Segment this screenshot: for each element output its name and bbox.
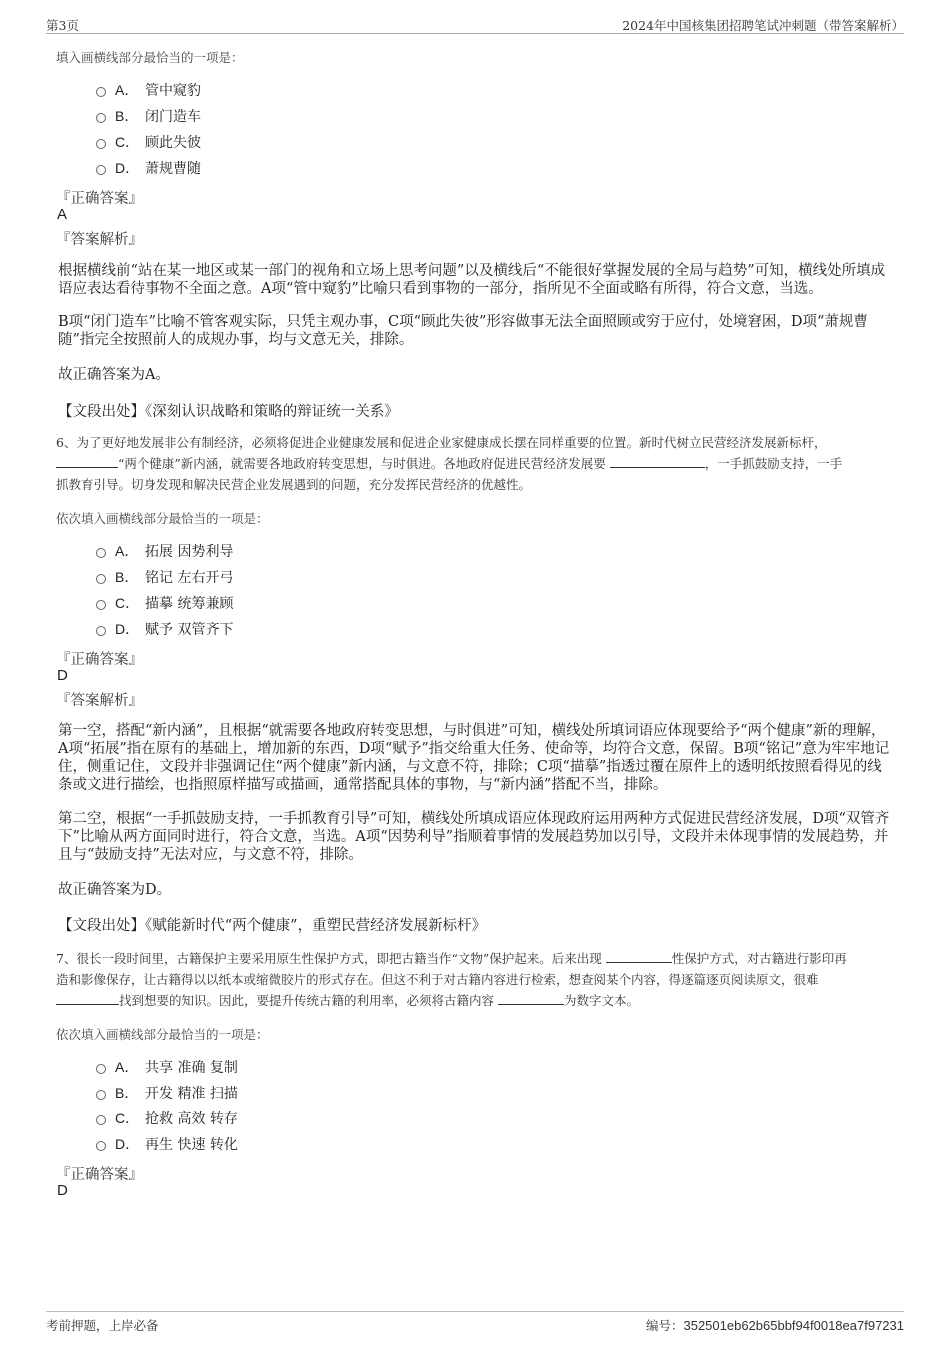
footer-slogan: 考前押题，上岸必备 (46, 1318, 159, 1333)
q6-answer: D (57, 667, 68, 684)
q7-option-c[interactable]: C． 抢救 高效 转存 (96, 1108, 238, 1128)
page-header (46, 14, 904, 34)
radio-icon[interactable] (96, 574, 106, 584)
q6-blank-1 (56, 455, 118, 468)
radio-icon[interactable] (96, 1090, 106, 1100)
q6-analysis-paragraph: 第二空，根据“一手抓鼓励支持，一手抓教育引导”可知，横线处所填成语应体现政府运用两种方式促进民营经济发展，D项“双管齐下”比喻从两方面同时进行，符合文意，当选。A项“因势利导”指顺着事情的发展趋势加以引导，文段并未体现事情的发展趋势，并且与“鼓励支持”无法对应，与文意不符，排除。 (58, 811, 890, 863)
page-footer (46, 1311, 904, 1333)
q6-analysis-label: 『答案解析』 (56, 693, 143, 709)
q7-blank-2 (56, 992, 119, 1005)
q5-answer: A (57, 206, 68, 223)
radio-icon[interactable] (96, 113, 106, 123)
q7-blank-3 (498, 992, 564, 1005)
q6-option-a[interactable]: A． 拓展 因势利导 (96, 541, 233, 561)
q6-option-c[interactable]: C． 描摹 统筹兼顾 (96, 593, 233, 613)
q6-answer-label: 『正确答案』 (56, 652, 143, 668)
radio-icon[interactable] (96, 548, 106, 558)
radio-icon[interactable] (96, 87, 106, 97)
q5-source: 【文段出处】《深刻认识战略和策略的辩证统一关系》 (58, 404, 399, 420)
q7-option-d[interactable]: D． 再生 快速 转化 (96, 1134, 238, 1154)
q5-option-c[interactable]: C． 顾此失彼 (96, 132, 201, 152)
q5-analysis-paragraph: B项“闭门造车”比喻不管客观实际，只凭主观办事，C项“顾此失彼”形容做事无法全面照顾或穷于应付，处境窘困，D项“萧规曹随”指完全按照前人的成规办事，均与文意无关，排除。 (58, 314, 868, 348)
radio-icon[interactable] (96, 165, 106, 175)
q5-answer-label: 『正确答案』 (56, 191, 143, 207)
q6-blank-2 (610, 455, 705, 468)
q6-option-b[interactable]: B． 铭记 左右开弓 (96, 567, 233, 587)
q7-blank-1 (606, 950, 672, 963)
page-number: 第3页 (46, 18, 79, 33)
document-code: 编号：352501eb62b65bbf94f0018ea7f97231 (645, 1318, 904, 1333)
q7-prompt: 依次填入画横线部分最恰当的一项是： (56, 1027, 269, 1042)
document-title: 2024年中国核集团招聘笔试冲刺题（带答案解析） (622, 18, 904, 33)
q6-prompt: 依次填入画横线部分最恰当的一项是： (56, 511, 269, 526)
q6-option-d[interactable]: D． 赋予 双管齐下 (96, 619, 233, 639)
q5-conclusion: 故正确答案为A。 (58, 367, 170, 383)
q5-option-b[interactable]: B． 闭门造车 (96, 106, 201, 126)
q7-option-b[interactable]: B． 开发 精准 扫描 (96, 1083, 238, 1103)
radio-icon[interactable] (96, 1064, 106, 1074)
q5-analysis-label: 『答案解析』 (56, 232, 143, 248)
radio-icon[interactable] (96, 1115, 106, 1125)
q5-analysis-paragraph: 根据横线前“站在某一地区或某一部门的视角和立场上思考问题”以及横线后“不能很好掌握发展的全局与趋势”可知，横线处所填成语应表达看待事物不全面之意。A项“管中窥豹”比喻只看到事物的一部分，指所见不全面或略有所得，符合文意，当选。 (58, 263, 886, 297)
q5-prompt: 填入画横线部分最恰当的一项是： (56, 50, 244, 65)
q7-option-a[interactable]: A． 共享 准确 复制 (96, 1057, 238, 1077)
q6-conclusion: 故正确答案为D。 (58, 882, 172, 898)
q7-answer-label: 『正确答案』 (56, 1167, 143, 1183)
radio-icon[interactable] (96, 1141, 106, 1151)
q6-source: 【文段出处】《赋能新时代“两个健康”，重塑民营经济发展新标杆》 (58, 918, 487, 934)
q5-option-d[interactable]: D． 萧规曹随 (96, 158, 201, 178)
radio-icon[interactable] (96, 600, 106, 610)
q5-option-a[interactable]: A． 管中窥豹 (96, 80, 201, 100)
radio-icon[interactable] (96, 626, 106, 636)
q6-stem: 6、为了更好地发展非公有制经济，必须将促进企业健康发展和促进企业家健康成长摆在同样重要的位置。新时代树立民营经济发展新标杆， “两个健康”新内涵，就需要各地政府转变思想，与时俱进。各地政府促进民营经济发展要 ，一手抓鼓励支持，一手 抓教育引导。切身发现和解决民营企业发展遇到的问题，充分发挥民营经济的优越性。 (56, 435, 843, 492)
q6-analysis-paragraph: 第一空，搭配“新内涵”，且根据“就需要各地政府转变思想，与时俱进”可知，横线处所填词语应体现要给予“两个健康”新的理解，A项“拓展”指在原有的基础上，增加新的东西，D项“赋予”指交给重大任务、使命等，均符合文意，保留。B项“铭记”意为牢牢地记住，侧重记住，文段并非强调记住“两个健康”新内涵，与文意不符，排除；C项“描摹”指透过覆在原件上的透明纸按照看得见的线条或文进行描绘，也指照原样描写或描画，通常搭配具体的事物，与“新内涵”搭配不当，排除。 (58, 723, 890, 793)
q7-answer: D (57, 1182, 68, 1199)
radio-icon[interactable] (96, 139, 106, 149)
q7-stem: 7、很长一段时间里，古籍保护主要采用原生性保护方式，即把古籍当作“文物”保护起来。后来出现 性保护方式，对古籍进行影印再 造和影像保存，让古籍得以以纸本或缩微胶片的形式存在。但这不利于对古籍内容进行检索，想查阅某个内容，得逐篇逐页阅读原文，很难 找到想要的知识。因此，要提升传统古籍的利用率，必须将古籍内容 为数字文本。 (56, 951, 847, 1008)
